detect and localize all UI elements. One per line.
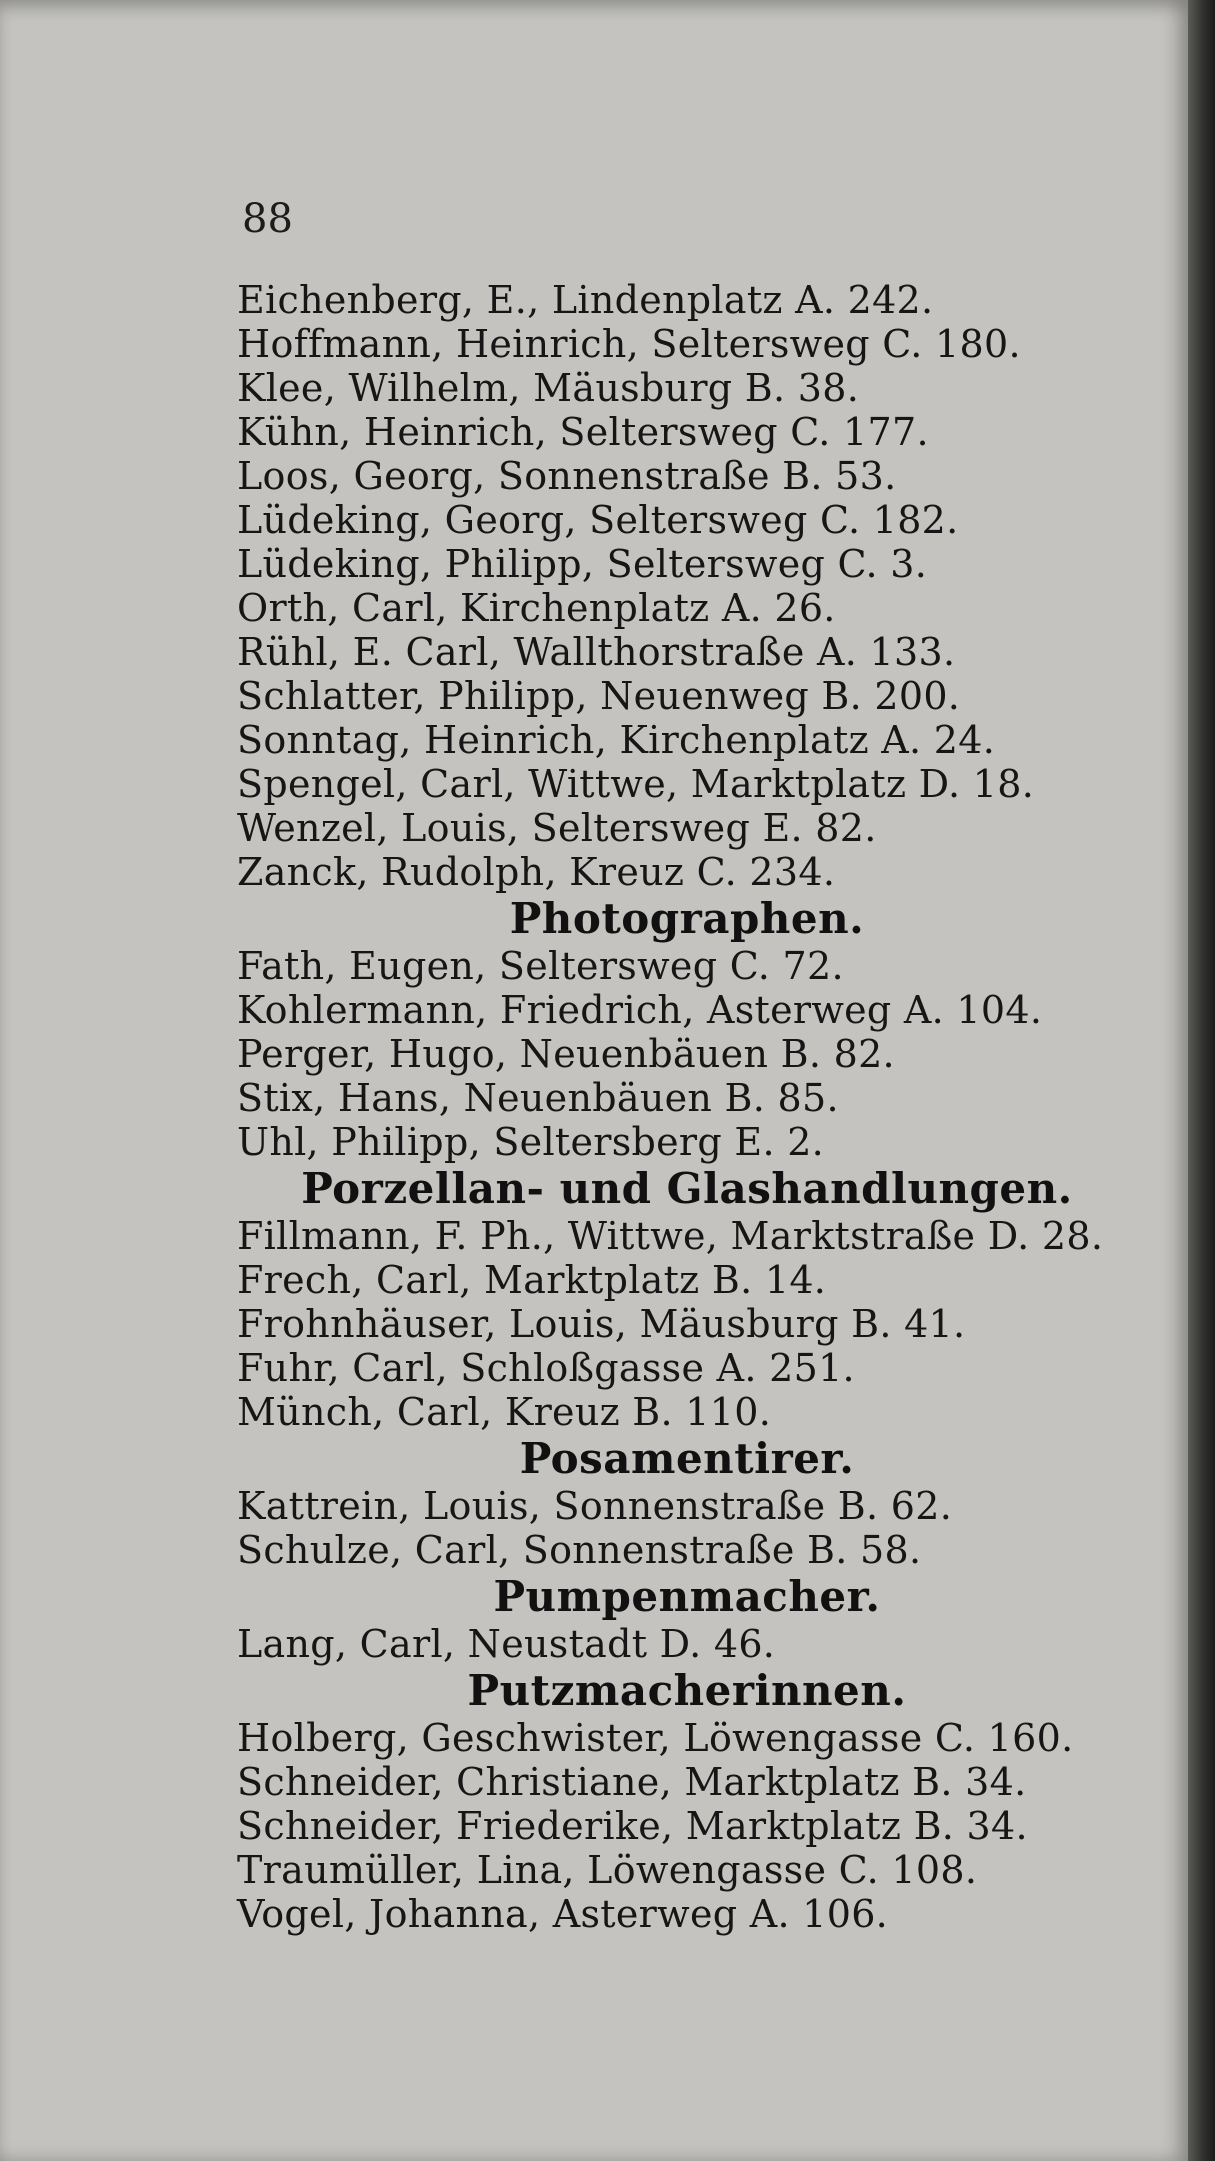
list-item: Wenzel, Louis, Seltersweg E. 82. bbox=[237, 806, 877, 850]
list-item: Schlatter, Philipp, Neuenweg B. 200. bbox=[237, 674, 961, 718]
list-item: Schneider, Friederike, Marktplatz B. 34. bbox=[237, 1804, 1028, 1848]
list-item: Hoffmann, Heinrich, Seltersweg C. 180. bbox=[237, 322, 1021, 366]
list-item: Orth, Carl, Kirchenplatz A. 26. bbox=[237, 586, 836, 630]
section-heading: Putzmacherinnen. bbox=[467, 1666, 907, 1715]
list-item: Holberg, Geschwister, Löwengasse C. 160. bbox=[237, 1716, 1074, 1760]
list-item: Münch, Carl, Kreuz B. 110. bbox=[237, 1390, 772, 1434]
list-item: Perger, Hugo, Neuenbäuen B. 82. bbox=[237, 1032, 895, 1076]
list-item: Schulze, Carl, Sonnenstraße B. 58. bbox=[237, 1528, 922, 1572]
list-item: Eichenberg, E., Lindenplatz A. 242. bbox=[237, 278, 934, 322]
list-item: Uhl, Philipp, Seltersberg E. 2. bbox=[237, 1120, 825, 1164]
section-porzellan bbox=[237, 1164, 1137, 1434]
section-photographen bbox=[237, 894, 1137, 1164]
list-item: Rühl, E. Carl, Wallthorstraße A. 133. bbox=[237, 630, 956, 674]
section-heading: Photographen. bbox=[509, 894, 865, 943]
list-item: Klee, Wilhelm, Mäusburg B. 38. bbox=[237, 366, 860, 410]
list-item: Spengel, Carl, Wittwe, Marktplatz D. 18. bbox=[237, 762, 1035, 806]
section-pumpenmacher bbox=[237, 1572, 1137, 1666]
list-item: Traumüller, Lina, Löwengasse C. 108. bbox=[237, 1848, 978, 1892]
list-item: Frohnhäuser, Louis, Mäusburg B. 41. bbox=[237, 1302, 966, 1346]
section-putzmacherinnen bbox=[237, 1666, 1137, 1936]
directory-content bbox=[237, 278, 1137, 1936]
list-item: Sonntag, Heinrich, Kirchenplatz A. 24. bbox=[237, 718, 996, 762]
list-item: Zanck, Rudolph, Kreuz C. 234. bbox=[237, 850, 836, 894]
page-number: 88 bbox=[242, 196, 293, 242]
section-posamentirer bbox=[237, 1434, 1137, 1572]
list-item: Kattrein, Louis, Sonnenstraße B. 62. bbox=[237, 1484, 953, 1528]
list-item: Loos, Georg, Sonnenstraße B. 53. bbox=[237, 454, 897, 498]
list-item: Lüdeking, Philipp, Seltersweg C. 3. bbox=[237, 542, 928, 586]
list-item: Fath, Eugen, Seltersweg C. 72. bbox=[237, 944, 844, 988]
list-item: Kohlermann, Friedrich, Asterweg A. 104. bbox=[237, 988, 1043, 1032]
section-heading: Pumpenmacher. bbox=[493, 1572, 881, 1621]
list-item: Fuhr, Carl, Schloßgasse A. 251. bbox=[237, 1346, 855, 1390]
book-edge bbox=[1188, 0, 1215, 2161]
list-item: Vogel, Johanna, Asterweg A. 106. bbox=[237, 1892, 889, 1936]
list-item: Kühn, Heinrich, Seltersweg C. 177. bbox=[237, 410, 929, 454]
list-item: Lang, Carl, Neustadt D. 46. bbox=[237, 1622, 776, 1666]
list-item: Fillmann, F. Ph., Wittwe, Marktstraße D. 28. bbox=[237, 1214, 1104, 1258]
list-item: Frech, Carl, Marktplatz B. 14. bbox=[237, 1258, 827, 1302]
section-heading: Porzellan- und Glashandlungen. bbox=[301, 1164, 1073, 1213]
section-heading: Posamentirer. bbox=[519, 1434, 855, 1483]
list-item: Stix, Hans, Neuenbäuen B. 85. bbox=[237, 1076, 839, 1120]
list-item: Lüdeking, Georg, Seltersweg C. 182. bbox=[237, 498, 959, 542]
list-item: Schneider, Christiane, Marktplatz B. 34. bbox=[237, 1760, 1027, 1804]
entry-list-continued bbox=[237, 278, 1137, 894]
